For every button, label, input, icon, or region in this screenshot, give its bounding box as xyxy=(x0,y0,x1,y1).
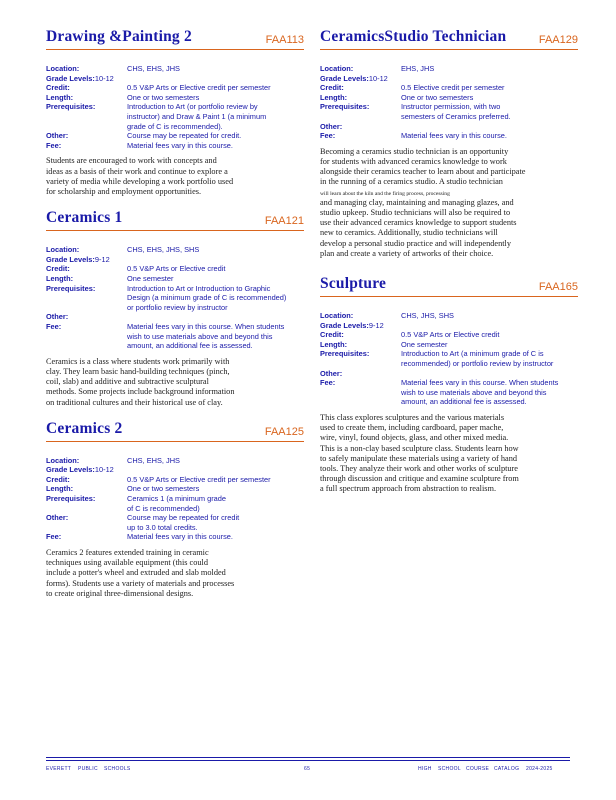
desc-line: for scholarship and employment opportunities. xyxy=(46,186,202,196)
course-info xyxy=(46,456,304,542)
other-value xyxy=(401,122,578,132)
fee-label: Fee: xyxy=(46,321,62,331)
length-label: Length: xyxy=(46,92,74,102)
fee-label: Fee: xyxy=(46,532,62,542)
course-description xyxy=(320,413,578,495)
desc-line: coil, slab) and additive and subtractive sculptural xyxy=(46,377,209,387)
course-code: FAA121 xyxy=(264,215,304,228)
desc-line: variety of media while developing a work portfolio used xyxy=(46,176,234,186)
desc-line: on traditional cultures and their historical use of clay. xyxy=(46,397,223,407)
desc-line: clay. They learn basic hand-building techniques (pinch, xyxy=(46,366,230,376)
other-value xyxy=(401,369,578,379)
desc-line: use their advanced ceramics knowledge to support students xyxy=(320,218,517,228)
length-value: One or two semesters xyxy=(127,484,200,494)
other-value xyxy=(127,312,304,322)
prereq-value xyxy=(401,349,578,368)
other-label: Other: xyxy=(320,121,343,131)
length-label: Length: xyxy=(46,273,74,283)
footer-catalog-word: SCHOOL xyxy=(438,766,461,772)
prereq-line: Instructor permission, with two xyxy=(401,102,501,112)
prereq-line: Introduction to Art (or portfolio review by xyxy=(127,102,258,112)
course-drawing-painting-2 xyxy=(46,28,304,197)
fee-value xyxy=(401,378,578,407)
course-header xyxy=(46,209,304,231)
prereq-label: Prerequisites: xyxy=(46,102,96,112)
desc-line: techniques using available equipment (this could xyxy=(46,558,208,568)
desc-line: This is a non-clay based sculpture class. Students learn how xyxy=(320,443,519,453)
grade-value: 10-12 xyxy=(368,73,388,83)
desc-line: to safely manipulate these materials using a variety of hand xyxy=(320,453,517,463)
fee-value: Material fees vary in this course. xyxy=(127,140,233,150)
prereq-label: Prerequisites: xyxy=(46,494,96,504)
grade-label: Grade Levels: xyxy=(320,320,369,330)
course-title: Drawing &Painting 2 xyxy=(46,28,192,45)
course-description xyxy=(320,147,578,259)
other-line: Course may be repeated for credit xyxy=(127,513,240,523)
prereq-line: semesters of Ceramics preferred. xyxy=(401,111,511,121)
length-label: Length: xyxy=(320,339,348,349)
course-sculpture xyxy=(320,275,578,495)
course-code: FAA129 xyxy=(538,34,578,46)
location-label: Location: xyxy=(46,455,80,465)
course-ceramics-1 xyxy=(46,209,304,408)
course-description xyxy=(46,156,304,197)
footer-district-word: PUBLIC xyxy=(78,766,98,772)
fee-value xyxy=(127,322,304,351)
course-header xyxy=(320,275,578,297)
fee-line: wish to use materials above and beyond this xyxy=(127,331,273,341)
credit-value: 0.5 V&P Arts or Elective credit xyxy=(127,264,226,274)
credit-label: Credit: xyxy=(46,83,70,93)
desc-line: tools. They analyze their work and other works of sculpture xyxy=(320,463,518,473)
footer-district-word: SCHOOLS xyxy=(104,766,131,772)
prereq-line: or portfolio review by instructor xyxy=(127,302,228,312)
desc-line: for students with advanced ceramics knowledge to work xyxy=(320,156,507,166)
fee-line: Material fees vary in this course. When students xyxy=(401,378,559,388)
other-label: Other: xyxy=(46,312,69,322)
fee-line: Material fees vary in this course. When students xyxy=(127,321,285,331)
grade-label: Grade Levels: xyxy=(46,465,95,475)
other-value xyxy=(127,513,304,532)
desc-line: ideas as a basis of their work and continue to explore a xyxy=(46,166,228,176)
grade-value: 10-12 xyxy=(94,465,114,475)
course-title: Ceramics 1 xyxy=(46,209,123,227)
desc-line: This class explores sculptures and the various materials xyxy=(320,412,505,422)
course-code: FAA113 xyxy=(265,34,304,46)
other-label: Other: xyxy=(46,513,69,523)
desc-line: Students are encouraged to work with concepts and xyxy=(46,156,217,166)
location-label: Location: xyxy=(320,310,354,320)
prereq-line: Design (a minimum grade of C is recommended) xyxy=(127,293,287,303)
footer-catalog-word: COURSE xyxy=(466,766,490,772)
length-label: Length: xyxy=(320,92,348,102)
credit-value: 0.5 Elective credit per semester xyxy=(401,83,505,93)
desc-line: alongside their ceramics teacher to learn about and participate xyxy=(320,167,526,177)
page-number: 65 xyxy=(304,766,311,772)
location-label: Location: xyxy=(46,64,80,73)
desc-line: include a potter's wheel and extruded and slab molded xyxy=(46,568,226,578)
course-header xyxy=(46,420,304,442)
course-code: FAA165 xyxy=(538,280,578,293)
prereq-line: Introduction to Art or Introduction to Graphic xyxy=(127,283,271,293)
grade-label: Grade Levels: xyxy=(46,73,95,83)
location-label: Location: xyxy=(46,245,80,255)
desc-line: methods. Some projects include background information xyxy=(46,387,235,397)
location-value: CHS, EHS, JHS, SHS xyxy=(127,245,200,255)
length-value: One or two semesters xyxy=(127,92,200,102)
credit-label: Credit: xyxy=(46,474,70,484)
prereq-value xyxy=(127,284,304,313)
course-code: FAA125 xyxy=(264,425,304,438)
desc-line: through discussion and critique and examine sculpture from xyxy=(320,474,519,484)
prereq-value xyxy=(401,102,578,121)
course-info xyxy=(46,245,304,351)
other-label: Other: xyxy=(320,368,343,378)
location-value: CHS, JHS, SHS xyxy=(401,310,454,320)
other-value: Course may be repeated for credit. xyxy=(127,131,242,141)
desc-line: and managing clay, maintaining and managing glazes, and xyxy=(320,197,514,207)
footer-catalog-word: CATALOG xyxy=(494,766,520,772)
desc-line: a full spectrum approach from abstraction to realism. xyxy=(320,484,497,494)
course-description xyxy=(46,548,304,599)
length-label: Length: xyxy=(46,484,74,494)
prereq-line: Introduction to Art (a minimum grade of C is xyxy=(401,349,544,359)
fee-value: Material fees vary in this course. xyxy=(127,532,233,542)
grade-label: Grade Levels: xyxy=(320,73,369,83)
desc-line: used to create them, including cardboard, paper mache, xyxy=(320,423,504,433)
desc-line: in the running of a ceramics studio. A studio technician xyxy=(320,177,503,187)
course-title: Ceramics 2 xyxy=(46,419,123,437)
other-label: Other: xyxy=(46,131,69,141)
location-value: EHS, JHS xyxy=(401,64,435,73)
prereq-line: of C is recommended) xyxy=(127,503,200,513)
fee-line: amount, an additional fee is assessed. xyxy=(127,341,253,351)
prereq-value xyxy=(127,494,304,513)
credit-label: Credit: xyxy=(46,264,70,274)
desc-line: Becoming a ceramics studio technician is an opportunity xyxy=(320,146,509,156)
grade-value: 10-12 xyxy=(94,73,114,83)
course-description xyxy=(46,357,304,408)
fee-label: Fee: xyxy=(46,140,62,150)
location-value: CHS, EHS, JHS xyxy=(127,455,180,465)
length-value: One semester xyxy=(401,339,448,349)
desc-line: develop a personal studio practice and will independently xyxy=(320,238,511,248)
prereq-value xyxy=(127,102,304,131)
course-title: Sculpture xyxy=(320,274,387,292)
desc-line: forms). Students use a variety of materials and processes xyxy=(46,578,235,588)
course-info xyxy=(320,64,578,141)
course-title: CeramicsStudio Technician xyxy=(320,28,507,45)
prereq-line: grade of C is recommended). xyxy=(127,121,223,131)
desc-line-small: will learn about the kiln and the firing process, processing xyxy=(320,190,450,197)
course-info xyxy=(46,64,304,150)
credit-label: Credit: xyxy=(320,83,344,93)
footer-district-word: EVERETT xyxy=(46,766,72,772)
page-footer xyxy=(46,766,570,776)
footer-year: 2024-2025 xyxy=(526,766,553,772)
fee-line: wish to use materials above and beyond this xyxy=(401,387,547,397)
credit-label: Credit: xyxy=(320,330,344,340)
footer-catalog-word: HIGH xyxy=(418,766,432,772)
desc-line: wire, vinyl, found objects, glass, and other mixed media. xyxy=(320,433,509,443)
grade-value: 9-12 xyxy=(368,320,384,330)
right-column xyxy=(320,28,578,507)
location-label: Location: xyxy=(320,64,354,73)
prereq-label: Prerequisites: xyxy=(320,349,370,359)
prereq-label: Prerequisites: xyxy=(46,283,96,293)
desc-line: Ceramics is a class where students work primarily with xyxy=(46,356,230,366)
fee-label: Fee: xyxy=(320,131,336,141)
fee-line: amount, an additional fee is assessed. xyxy=(401,397,527,407)
left-column xyxy=(46,28,304,611)
length-value: One or two semesters xyxy=(401,92,474,102)
desc-line: new to ceramics. Additionally, studio technicians will xyxy=(320,228,498,238)
credit-value: 0.5 V&P Arts or Elective credit per semester xyxy=(127,474,271,484)
course-header xyxy=(320,28,578,50)
grade-label: Grade Levels: xyxy=(46,254,95,264)
desc-line: Ceramics 2 features extended training in ceramic xyxy=(46,548,209,558)
prereq-line: recommended) or portfolio review by instructor xyxy=(401,358,554,368)
prereq-line: Ceramics 1 (a minimum grade xyxy=(127,494,226,504)
other-line: up to 3.0 total credits. xyxy=(127,522,198,532)
course-ceramics-studio-technician xyxy=(320,28,578,259)
length-value: One semester xyxy=(127,273,174,283)
footer-rule xyxy=(46,757,570,758)
footer-rule xyxy=(46,760,570,761)
fee-label: Fee: xyxy=(320,378,336,388)
desc-line: to create original three-dimensional designs. xyxy=(46,588,194,598)
credit-value: 0.5 V&P Arts or Elective credit per semester xyxy=(127,83,271,93)
prereq-label: Prerequisites: xyxy=(320,102,370,112)
grade-value: 9-12 xyxy=(94,254,110,264)
prereq-line: instructor) and Draw & Paint 1 (a minimum xyxy=(127,111,267,121)
fee-value: Material fees vary in this course. xyxy=(401,131,507,141)
course-info xyxy=(320,311,578,407)
desc-line: studio upkeep. Studio technicians will also be required to xyxy=(320,207,511,217)
desc-line: plan and create a variety of artworks of their choice. xyxy=(320,248,494,258)
credit-value: 0.5 V&P Arts or Elective credit xyxy=(401,330,500,340)
course-ceramics-2 xyxy=(46,420,304,599)
course-header xyxy=(46,28,304,50)
location-value: CHS, EHS, JHS xyxy=(127,64,180,73)
